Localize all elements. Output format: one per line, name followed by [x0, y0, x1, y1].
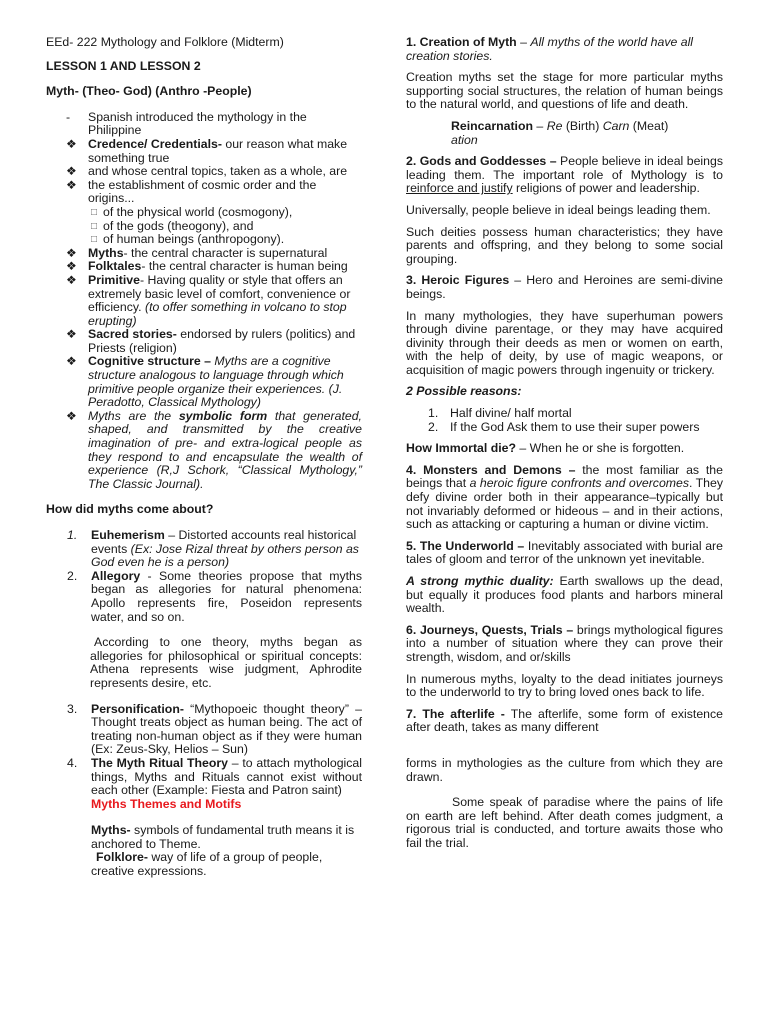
- diamond-bullet-icon: ❖: [66, 136, 77, 151]
- paragraph: In numerous myths, loyalty to the dead initiates journeys to the underworld to try to bring loved ones back to life.: [406, 671, 723, 700]
- diamond-bullet-icon: ❖: [66, 245, 77, 260]
- numbered-item: 1. Euhemerism – Distorted accounts real historical events (Ex: Jose Rizal threat by others person as God even he is a person): [67, 528, 359, 570]
- myths-line: Myths- symbols of fundamental truth means it is anchored to Theme.: [91, 823, 355, 851]
- definition-item: ❖ Sacred stories- endorsed by rulers (politics) and Priests (religion): [46, 328, 362, 355]
- sub-list-item: □ of human beings (anthropogony).: [46, 233, 362, 247]
- square-bullet-icon: □: [91, 234, 98, 246]
- sub-list-item: □ of the gods (theogony), and: [46, 220, 362, 234]
- paragraph: Universally, people believe in ideal beings leading them.: [406, 202, 711, 217]
- definition-item: ❖ Primitive- Having quality or style that offers an extremely basic level of comfort, convenience or efficiency. (to offer something in volcano to stop erupting): [46, 274, 362, 328]
- numbered-item: 4. The Myth Ritual Theory – to attach mythological things, Myths and Rituals cannot exist without each other (Example: Fiesta and Patron saint): [67, 755, 362, 798]
- dash-bullet-icon: -: [66, 109, 71, 124]
- myth-definition: Myth- (Theo- God) (Anthro -People): [46, 84, 252, 99]
- square-bullet-icon: □: [91, 206, 98, 218]
- themes-heading: Myths Themes and Motifs: [91, 796, 242, 811]
- afterlife-section: 7. The afterlife - The afterlife, some form of existence after death, takes as many different: [406, 706, 724, 735]
- list-item: - Spanish introduced the mythology in the Philippine: [46, 111, 362, 138]
- paragraph: Creation myths set the stage for more particular myths supporting social structures, the relation of human beings to the natural world, and questions of life and death.: [406, 70, 723, 112]
- course-header: EEd- 222 Mythology and Folklore (Midterm): [46, 35, 284, 49]
- left-column: [46, 36, 362, 879]
- monsters-section: 4. Monsters and Demons – the most familiar as the beings that a heroic figure confronts and overcomes. They defy divine order both in their appearance–typically but not invariably deformed or hideous – and in their actions, such as attacking or capturing a human or divine victim.: [406, 462, 723, 532]
- paragraph: According to one theory, myths began as allegories for philosophical or spiritual concepts: Athena represents wise judgment, Aphrodite represents desire, etc.: [90, 635, 362, 690]
- definition-item: ❖ Cognitive structure – Myths are a cognitive structure analogous to language through which primitive people organize their experiences. (J. Peradotto, Classical Mythology): [46, 355, 362, 409]
- list-item: ❖ the establishment of cosmic order and the origins...: [46, 179, 362, 206]
- definition-item: ❖ Myths- the central character is supernatural: [46, 247, 362, 261]
- diamond-bullet-icon: ❖: [66, 177, 77, 192]
- definition-item: ❖ Folktales- the central character is human being: [46, 260, 362, 274]
- lesson-title: LESSON 1 AND LESSON 2: [46, 58, 201, 73]
- numbered-item: 2. Allegory - Some theories propose that myths began as allegories for natural phenomena: Apollo represents fire, Poseidon represents water, and so on.: [67, 568, 362, 624]
- immortal-line: How Immortal die? – When he or she is forgotten.: [406, 441, 685, 456]
- right-column: [406, 36, 723, 851]
- numbered-item: 1. Half divine/ half mortal: [428, 406, 572, 421]
- diamond-bullet-icon: ❖: [66, 354, 77, 369]
- folklore-line: Folklore- way of life of a group of people, creative expressions.: [91, 850, 323, 879]
- journeys-section: 6. Journeys, Quests, Trials – brings mythological figures into a number of situation where they can prove their strength, wisdom, and or/skills: [406, 622, 724, 664]
- creation-heading: 1. Creation of Myth – All myths of the world have all creation stories.: [406, 35, 694, 63]
- list-item: ❖ and whose central topics, taken as a whole, are: [46, 165, 362, 179]
- paragraph: forms in mythologies as the culture from which they are drawn.: [406, 755, 723, 784]
- heroic-section: 3. Heroic Figures – Hero and Heroines are semi-divine beings.: [406, 273, 723, 301]
- paragraph: Some speak of paradise where the pains of life on earth are left behind. After death comes judgment, a rigorous trial is conducted, and torture awaits those who fail the trial.: [406, 795, 723, 850]
- paragraph: In many mythologies, they have superhuman powers through divine parentage, or they may have acquired divinity through their deeds as men or women on earth, with the help of deity, by use of magic weapons, or acquisition of magic powers through ingenuity or trickery.: [406, 308, 723, 377]
- diamond-bullet-icon: ❖: [66, 259, 77, 274]
- list-item: ❖ Credence/ Credentials- our reason what make something true: [46, 138, 362, 165]
- definition-item: ❖ Myths are the symbolic form that generated, shaped, and transmitted by the creative imagination of pre- and extra-logical people as they respond to and encapsulate the wealth of experience (R,J Schork, “Classical Mythology,” The Classic Journal).: [46, 410, 362, 492]
- underworld-section: 5. The Underworld – Inevitably associated with burial are tales of gloom and terror of the unknown yet inevitable.: [406, 538, 723, 567]
- sub-list-item: □ of the physical world (cosmogony),: [46, 206, 362, 220]
- square-bullet-icon: □: [91, 220, 98, 232]
- diamond-bullet-icon: ❖: [66, 327, 77, 342]
- gods-section: 2. Gods and Goddesses – People believe in ideal beings leading them. The important role of Mythology is to reinforce and justify religions of power and leadership.: [406, 154, 723, 196]
- section-heading: How did myths come about?: [46, 502, 214, 517]
- numbered-item: 2. If the God Ask them to use their super powers: [428, 419, 700, 434]
- diamond-bullet-icon: ❖: [66, 272, 77, 287]
- diamond-bullet-icon: ❖: [66, 164, 77, 179]
- reasons-heading: 2 Possible reasons:: [406, 384, 522, 399]
- numbered-item: 3. Personification- “Mythopoeic thought theory” – Thought treats object as human being. The act of treating non-human object as if they were human (Ex: Zeus-Sky, Helios – Sun): [67, 701, 362, 757]
- diamond-bullet-icon: ❖: [66, 408, 77, 423]
- duality-section: A strong mythic duality: Earth swallows up the dead, but equally it produces food plants and harbors mineral wealth.: [406, 574, 723, 616]
- reincarnation-line: Reincarnation – Re (Birth) Carn (Meat) ation: [451, 118, 669, 147]
- paragraph: Such deities possess human characteristics; they have parents and offspring, and they belong to some social grouping.: [406, 224, 723, 266]
